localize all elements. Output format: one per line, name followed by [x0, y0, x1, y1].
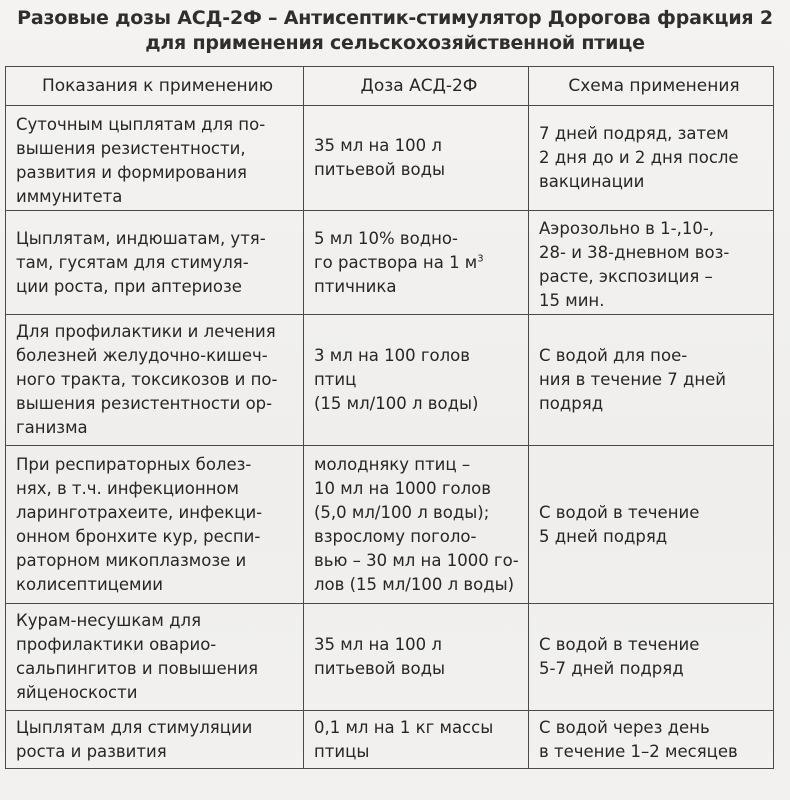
scheme-line: 2 дня до и 2 дня после — [539, 148, 739, 167]
dose-cell — [304, 604, 529, 711]
dose-line: питьевой воды — [314, 160, 446, 179]
dose-line: 35 мл на 100 л — [314, 136, 442, 155]
header-dose: Доза АСД-2Ф — [304, 67, 529, 106]
indication-line: Суточным цыплятам для по- — [16, 115, 266, 134]
indication-line: развития и формирования — [16, 163, 247, 182]
scheme-line: 5 дней подряд — [539, 526, 668, 546]
indication-line: ции роста, при аптериозе — [16, 276, 242, 296]
dose-line: 35 мл на 100 л — [314, 635, 442, 654]
indication-line: ларинготрахеите, инфекци- — [16, 502, 263, 522]
indication-line: там, гусятам для стимуля- — [16, 252, 249, 272]
scheme-line: С водой в течение — [539, 635, 700, 654]
scheme-line: в течение 1–2 месяцев — [539, 741, 738, 761]
indication-line: роста и развития — [16, 741, 167, 761]
scheme-line: Аэрозольно в 1-,10-, — [539, 219, 715, 238]
dose-line: лов (15 мл/100 л воды) — [314, 574, 515, 594]
indication-line: вышения резистентности ор- — [16, 394, 273, 413]
indication-line: нях, в т.ч. инфекционном — [16, 478, 239, 498]
dose-line-text: го раствора на 1 м — [314, 252, 478, 272]
dose-cell — [304, 446, 529, 604]
dose-line: 3 мл на 100 голов — [314, 346, 470, 365]
dose-line: молодняку птиц – — [314, 454, 471, 474]
dose-cell — [304, 211, 529, 315]
scheme-line: С водой через день — [539, 717, 710, 737]
title-line-2: для применения сельскохозяйственной птице — [145, 32, 645, 54]
scheme-line: ния в течение 7 дней — [539, 370, 727, 389]
table-row — [6, 106, 774, 211]
scheme-cell — [529, 446, 774, 604]
indication-cell — [6, 211, 304, 315]
title-line-1: Разовые дозы АСД-2Ф – Антисептик-стимулятор Дорогова фракция 2 — [17, 7, 773, 29]
dose-cell — [304, 315, 529, 446]
indication-line: Цыплятам для стимуляции — [16, 717, 253, 737]
cubic-superscript: 3 — [477, 253, 484, 264]
scheme-line: С водой для пое- — [539, 346, 688, 365]
scheme-line: расте, экспозиция – — [539, 267, 713, 286]
table-row — [6, 604, 774, 711]
dose-line: птиц — [314, 370, 357, 389]
table-row — [6, 711, 774, 769]
indication-line: профилактики оварио- — [16, 635, 217, 654]
scheme-cell — [529, 711, 774, 769]
indication-line: вышения резистентности, — [16, 139, 246, 158]
indication-line: колисептицемии — [16, 574, 163, 594]
dose-line: 0,1 мл на 1 кг массы — [314, 717, 494, 737]
indication-line: Курам-несушкам для — [16, 611, 201, 630]
dose-line: 5 мл 10% водно- — [314, 228, 458, 248]
indication-cell — [6, 446, 304, 604]
scheme-line: 28- и 38-дневном воз- — [539, 243, 730, 262]
scheme-cell — [529, 106, 774, 211]
dose-line: 10 мл на 1000 голов — [314, 478, 491, 498]
scheme-line: 5-7 дней подряд — [539, 659, 684, 678]
table-row — [6, 446, 774, 604]
indication-line: болезней желудочно-кишеч- — [16, 346, 268, 365]
dose-line: взрослому поголо- — [314, 526, 477, 546]
dose-line — [314, 251, 524, 275]
scheme-cell — [529, 604, 774, 711]
dose-line: (5,0 мл/100 л воды); — [314, 502, 490, 522]
indication-line: иммунитета — [16, 187, 123, 206]
scheme-line: 7 дней подряд, затем — [539, 124, 729, 143]
table-row — [6, 315, 774, 446]
document-title — [0, 6, 790, 56]
indication-line: Для профилактики и лечения — [16, 322, 276, 341]
indication-line: ного тракта, токсикозов и по- — [16, 370, 278, 389]
scheme-cell — [529, 211, 774, 315]
indication-line: Цыплятам, индюшатам, утя- — [16, 228, 266, 248]
dose-line: питьевой воды — [314, 659, 446, 678]
header-indications: Показания к применению — [6, 67, 304, 106]
indication-cell — [6, 604, 304, 711]
scheme-cell — [529, 315, 774, 446]
dose-cell — [304, 106, 529, 211]
dose-line: птицы — [314, 741, 370, 761]
indication-line: раторном микоплазмозе и — [16, 550, 247, 570]
scheme-line: С водой в течение — [539, 502, 700, 522]
scheme-line: вакцинации — [539, 172, 645, 191]
indication-cell — [6, 711, 304, 769]
indication-line: яйценоскости — [16, 683, 138, 702]
dose-line: птичника — [314, 276, 397, 296]
dose-line: вью – 30 мл на 1000 го- — [314, 550, 519, 570]
indication-cell — [6, 106, 304, 211]
dose-cell — [304, 711, 529, 769]
table-header-row — [6, 67, 774, 106]
dosage-table — [5, 66, 774, 769]
scheme-line: подряд — [539, 394, 604, 413]
header-scheme: Схема применения — [529, 67, 774, 106]
table-row — [6, 211, 774, 315]
indication-line: При респираторных болез- — [16, 454, 252, 474]
indication-line: онном бронхите кур, респи- — [16, 526, 261, 546]
dose-line: (15 мл/100 л воды) — [314, 394, 479, 413]
indication-line: ганизма — [16, 418, 88, 437]
scheme-line: 15 мин. — [539, 291, 605, 310]
indication-cell — [6, 315, 304, 446]
indication-line: сальпингитов и повышения — [16, 659, 259, 678]
